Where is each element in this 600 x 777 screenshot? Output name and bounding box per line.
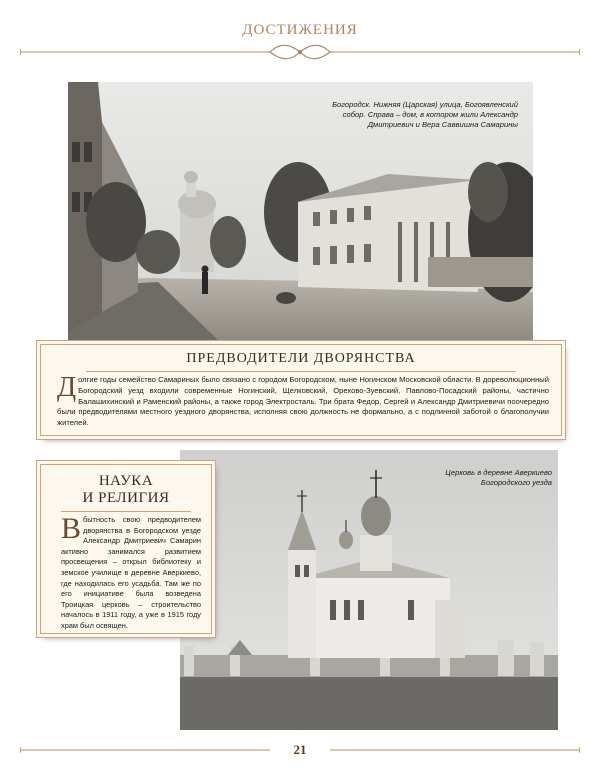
photo-caption-bottom: Церковь в деревне Аверкиево Богородского уезда (445, 468, 552, 487)
nobility-paragraph (57, 372, 549, 429)
science-heading-line2: И РЕЛИГИЯ (82, 490, 170, 506)
nobility-heading: ПРЕДВОДИТЕЛИ ДВОРЯНСТВА (186, 351, 416, 366)
dropcap-letter: В (61, 512, 82, 545)
science-text-box (40, 464, 212, 634)
nobility-text-box (40, 344, 562, 436)
heading-divider (86, 371, 516, 372)
header-ornament (20, 40, 580, 64)
page-number: 21 (270, 742, 330, 758)
photo-caption-top: Богородск. Нижняя (Царская) улица, Богоявленский собор. Справа – дом, в котором жили Александр Дмитриевич и Вера Саввишна Самарины (332, 100, 518, 129)
science-heading-line1: НАУКА (98, 473, 154, 489)
nobility-body: олгие годы семейство Самариных было связано с городом Богородском, ныне Ногинском Московской области. В дореволюционный Богородский уезд входили современные Ногинский, Щелковский, Орехово-Зуевский, Павлово-Посадский районы, частично Балашихинский и Раменский районы, а также город Электросталь. Три брата Федор, Сергей и Александр Дмитриевичи поочередно были предводителями местного уездного дворянства, исполняя свою должность не формально, а с подлинной заботой о благополучии жителей. (57, 375, 549, 428)
science-paragraph (61, 512, 201, 632)
science-body: бытность свою предводителем дворянства в Богородском уезде Александр Дмитриевич Самарин активно занимался развитием просвещения – открыл библиотеку и земское училище в деревне Аверкиево, где находилась его усадьба. Там же по его инициативе была возведена Троицкая церковь – строительство началось в 1911 году, а уже в 1915 году храм был освящен. (61, 515, 201, 630)
photo-church-averkievo (180, 450, 558, 730)
section-title: ДОСТИЖЕНИЯ (242, 22, 358, 38)
science-heading (41, 473, 211, 507)
dropcap-letter: Д (57, 372, 77, 403)
